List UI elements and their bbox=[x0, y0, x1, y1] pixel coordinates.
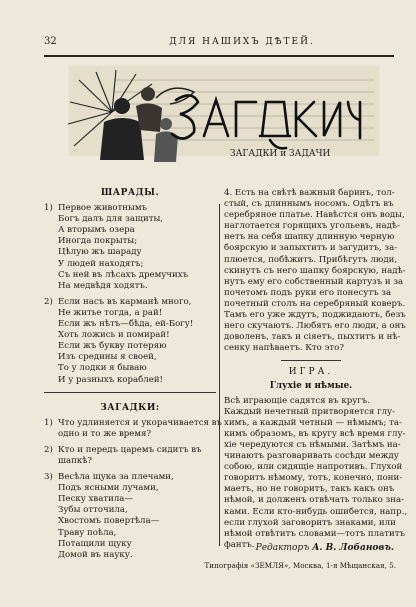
verse-line: Первое животнымъ bbox=[58, 203, 148, 214]
charade-2 bbox=[44, 297, 216, 386]
game-line: кимъ образомъ, въ кругу всѣ время глу- bbox=[224, 428, 406, 439]
right-column bbox=[224, 188, 408, 551]
charade-1 bbox=[44, 203, 216, 292]
riddles-title: ЗАГАДКИ: bbox=[100, 402, 160, 413]
verse-line: Богъ далъ для защиты, bbox=[58, 214, 164, 225]
column-divider bbox=[219, 204, 220, 546]
verse-line: Потащили щуку bbox=[58, 538, 132, 549]
printer-imprint: Типографія «ЗЕМЛЯ», Москва, 1-я Мѣщанская, 5. bbox=[204, 561, 396, 570]
game-line: нѣмой, и долженъ отвѣчать только зна- bbox=[224, 495, 404, 506]
left-column bbox=[44, 188, 222, 566]
section-divider bbox=[281, 360, 341, 361]
problem-line: сенку напѣваетъ. Кто это? bbox=[224, 343, 344, 354]
problem-line: скинутъ съ него шапку боярскую, надѣ- bbox=[224, 265, 406, 276]
riddle-line: Кто и передъ царемъ сидитъ въ bbox=[58, 444, 202, 455]
riddle-number: 3) bbox=[44, 472, 53, 483]
top-rule bbox=[44, 55, 394, 57]
verse-line: Хоть ложись и помирай! bbox=[58, 330, 170, 341]
game-line: говоритъ нѣмому, тотъ, конечно, пони- bbox=[224, 473, 403, 484]
journal-title: ДЛЯ НАШИХЪ ДѢТЕЙ. bbox=[169, 37, 315, 47]
verse-line: И у разныхъ кораблей! bbox=[58, 374, 164, 385]
game-line: нѣмой отвѣтитъ словами—тотъ платитъ bbox=[224, 528, 405, 539]
problem-line: Тамъ его уже ждутъ, поджидаютъ, безъ bbox=[224, 310, 406, 321]
problem-line: плюется, побѣжитъ. Прибѣгутъ люди, bbox=[224, 254, 398, 265]
game-title: ИГРА. bbox=[288, 367, 334, 378]
page-number: 32 bbox=[44, 36, 57, 47]
verse-line: Иногда покрыты; bbox=[58, 236, 138, 247]
verse-line: Цѣлую жъ шараду bbox=[58, 247, 142, 258]
problem-line: серебряное платье. Навѣстся онъ воды, bbox=[224, 210, 405, 221]
verse-line: Если жъ нѣтъ—бѣда, ей-Богу! bbox=[58, 319, 194, 330]
riddle-line: Что удлиняется и укорачивается въ bbox=[58, 417, 222, 428]
verse-line: Если жъ букву потеряю bbox=[58, 341, 167, 352]
problem-line: него скучаютъ. Любятъ его люди, а онъ bbox=[224, 321, 406, 332]
riddle-1 bbox=[44, 417, 222, 440]
problem-line: почетомъ подъ руки его понесутъ за bbox=[224, 287, 392, 298]
verse-line: То у лодки я бываю bbox=[58, 363, 147, 374]
editor-label: Редакторъ bbox=[255, 543, 310, 553]
charade-number: 2) bbox=[44, 296, 53, 307]
riddle-3 bbox=[44, 472, 216, 561]
game-line: Каждый нечетный притворяется глу- bbox=[224, 406, 396, 417]
verse-line: Зубы отточила, bbox=[58, 505, 128, 516]
game-line: ками. Если кто-нибудь ошибется, напр., bbox=[224, 506, 408, 517]
game-line: чинаютъ разговаривать сосѣди между bbox=[224, 451, 399, 462]
verse-line: Подъ ясными лучами, bbox=[58, 483, 159, 494]
game-text bbox=[224, 395, 408, 551]
problem-line: почетный столъ на серебряный коверъ. bbox=[224, 298, 406, 309]
game-line: химъ, а каждый четный — нѣмымъ; та- bbox=[224, 417, 402, 428]
verse-line: У людей находятъ; bbox=[58, 258, 144, 269]
problem-line: стый, съ длиннымъ носомъ. Одѣтъ въ bbox=[224, 199, 394, 210]
charade-number: 1) bbox=[44, 203, 53, 214]
game-line: если глухой заговоритъ знаками, или bbox=[224, 517, 396, 528]
problem-line: наглотается горящихъ угольевъ, надѣ- bbox=[224, 221, 400, 232]
verse-line: Если насъ въ карманѣ много, bbox=[58, 296, 192, 307]
game-subtitle: Глухіе и нѣмые. bbox=[269, 380, 353, 391]
header-illustration bbox=[44, 62, 394, 184]
game-line: фантъ. bbox=[224, 539, 255, 550]
game-line: собою, или сидящіе напротивъ. Глухой bbox=[224, 462, 403, 473]
charades-title: ШАРАДЫ. bbox=[100, 188, 160, 198]
verse-line: Траву поѣла, bbox=[58, 527, 117, 538]
riddle-2 bbox=[44, 445, 216, 467]
editor-credit bbox=[224, 543, 394, 553]
problem-4 bbox=[224, 188, 406, 354]
problem-line: нетъ на себя шапку длинную черную bbox=[224, 232, 395, 243]
verse-line: На медвѣдя ходятъ. bbox=[58, 280, 148, 291]
verse-line: Песку хватила— bbox=[58, 494, 134, 505]
riddle-number: 2) bbox=[44, 444, 53, 455]
game-line: хіе чередуются съ нѣмыми. Затѣмъ на- bbox=[224, 439, 401, 450]
problem-line: 4. Есть на свѣтѣ важный баринъ, тол- bbox=[224, 188, 395, 198]
verse-line: Весѣла щука за плечами, bbox=[58, 472, 174, 483]
verse-line: Хвостомъ повертѣла— bbox=[58, 516, 160, 527]
riddle-line: одно и то же время? bbox=[58, 428, 152, 439]
header-title: ЗАГАДКИ и ЗАДАЧИ bbox=[230, 149, 331, 159]
verse-line: А вторымъ озера bbox=[58, 225, 135, 236]
game-line: маетъ, но не говоритъ, такъ какъ онъ bbox=[224, 484, 395, 495]
riddle-number: 1) bbox=[44, 417, 53, 428]
verse-line: Домой въ науку. bbox=[58, 549, 133, 560]
editor-name: А. В. Лобановъ. bbox=[312, 543, 394, 553]
problem-line: нутъ ему его собственный картузъ и за bbox=[224, 276, 404, 287]
verse-line: Изъ средины я своей, bbox=[58, 352, 157, 363]
verse-line: Съ ней въ лѣсахъ дремучихъ bbox=[58, 269, 189, 280]
section-divider bbox=[44, 392, 216, 393]
riddle-line: шапкѣ? bbox=[58, 455, 93, 466]
verse-line: Не житье тогда, а рай! bbox=[58, 307, 163, 318]
problem-line: боярскую и запыхтитъ и загудитъ, за- bbox=[224, 243, 398, 254]
problem-line: доволенъ, такъ и сіяетъ, пыхтитъ и нѣ- bbox=[224, 332, 401, 343]
running-head bbox=[44, 36, 394, 52]
game-line: Всѣ играющіе садятся въ кругъ. bbox=[224, 395, 370, 406]
